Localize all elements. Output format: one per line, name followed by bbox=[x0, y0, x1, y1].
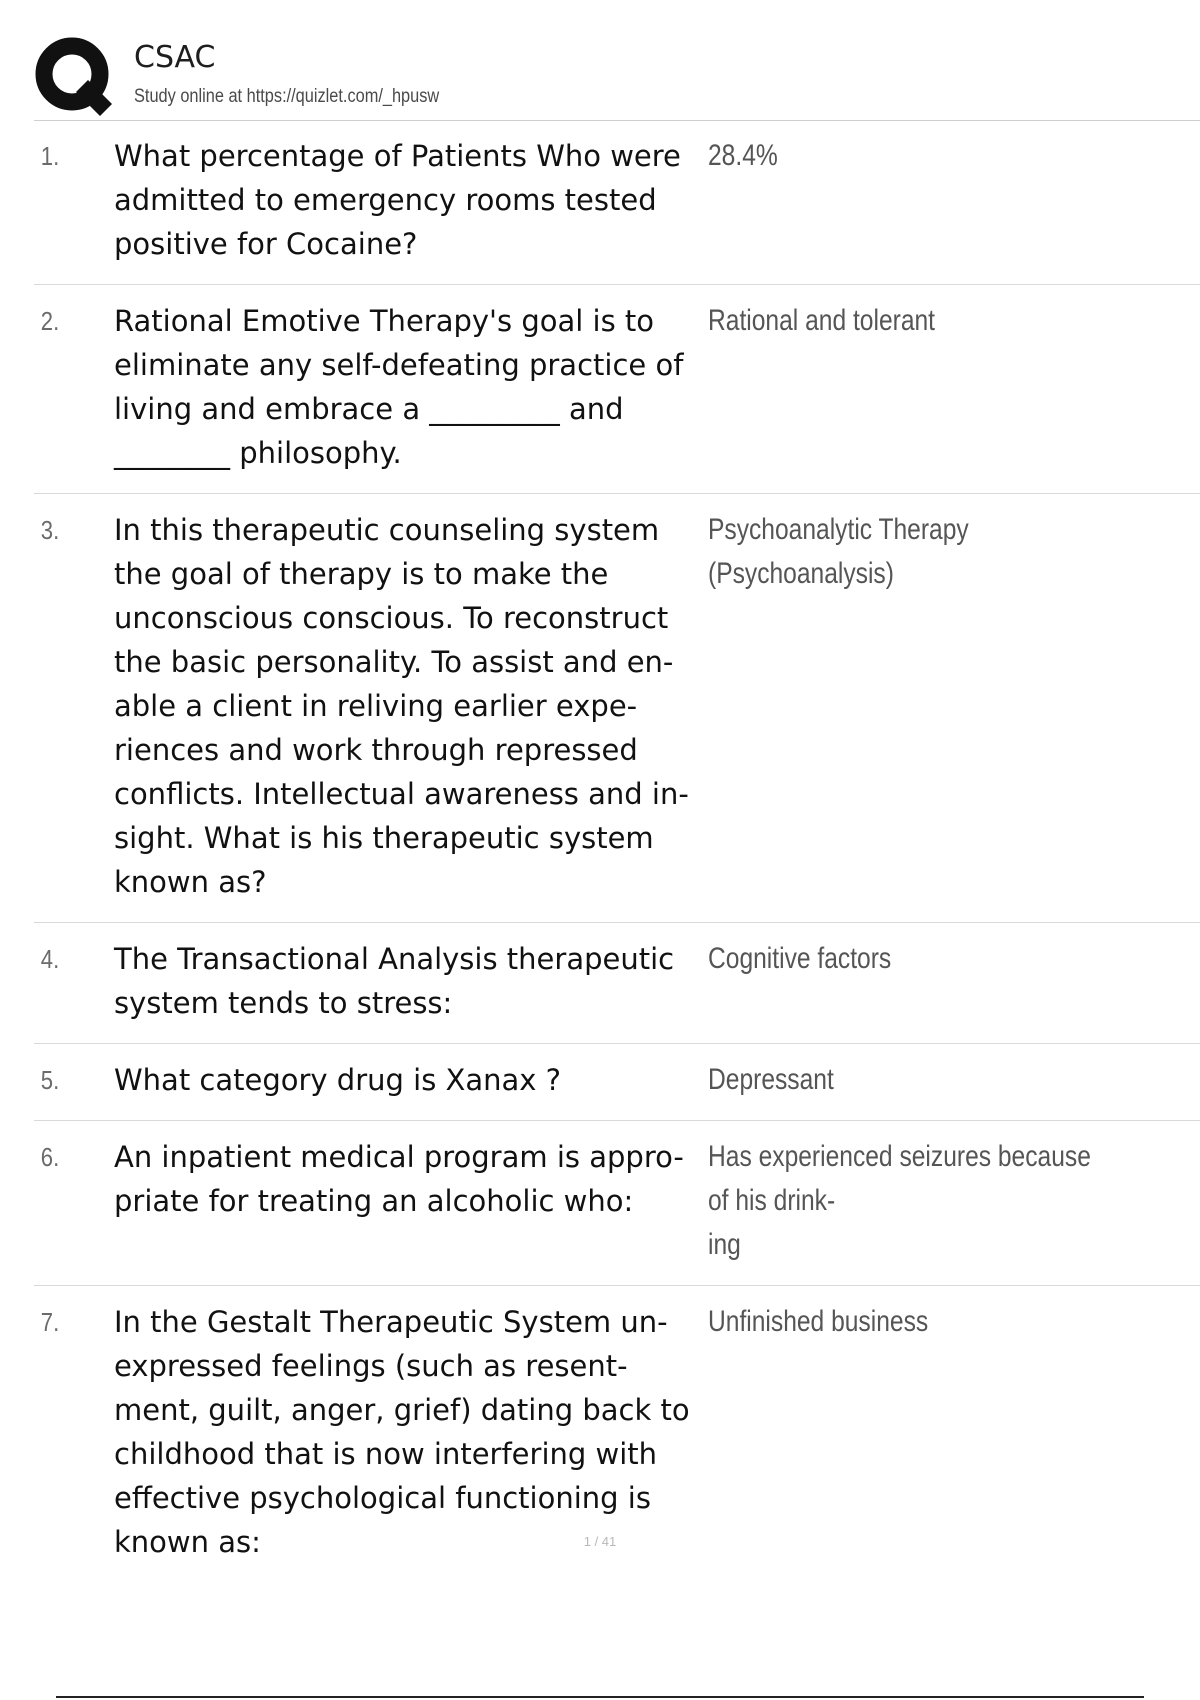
card-term: Rational Emotive Therapy's goal is to eliminate any self-defeating practice of living and embrace a _________ and ________ philosophy. bbox=[114, 304, 684, 470]
card-definition: Psychoanalytic Therapy (Psychoanalysis) bbox=[708, 513, 969, 590]
flashcard-row bbox=[34, 1121, 1200, 1286]
footer-divider bbox=[56, 1696, 1144, 1698]
card-definition: Unfinished business bbox=[708, 1305, 929, 1338]
flashcard-row bbox=[34, 923, 1200, 1044]
card-term: An inpatient medical program is appro- priate for treating an alcoholic who: bbox=[114, 1140, 684, 1218]
card-term: In this therapeutic counseling system the goal of therapy is to make the unconscious conscious. To reconstruct the basic personality. To assist and en- able a client in reliving earlier expe- riences and work through repressed conflicts. Intellectual awareness and in- sight. What is his therapeutic system known as? bbox=[114, 513, 689, 899]
card-number: 1. bbox=[40, 141, 60, 171]
card-definition: 28.4% bbox=[708, 139, 778, 172]
card-definition: Depressant bbox=[708, 1063, 834, 1096]
flashcard-row bbox=[34, 120, 1200, 285]
card-term: What category drug is Xanax ? bbox=[114, 1063, 562, 1097]
card-definition: Has experienced seizures because of his drink- ing bbox=[708, 1140, 1091, 1261]
card-definition: Rational and tolerant bbox=[708, 304, 936, 337]
card-number: 4. bbox=[40, 944, 60, 974]
card-definition: Cognitive factors bbox=[708, 942, 892, 975]
document-header bbox=[34, 36, 1200, 121]
card-term: What percentage of Patients Who were admitted to emergency rooms tested positive for Cocaine? bbox=[114, 139, 681, 261]
deck-title: CSAC bbox=[134, 40, 216, 75]
card-number: 7. bbox=[40, 1307, 60, 1337]
page-number: 1 / 41 bbox=[583, 1534, 617, 1549]
flashcard-list bbox=[34, 120, 1200, 1582]
study-online-link[interactable]: Study online at https://quizlet.com/_hpusw bbox=[134, 86, 440, 107]
flashcard-row bbox=[34, 494, 1200, 923]
card-term: The Transactional Analysis therapeutic system tends to stress: bbox=[114, 942, 675, 1020]
quizlet-logo-icon bbox=[34, 36, 114, 116]
card-number: 2. bbox=[40, 306, 60, 336]
card-number: 5. bbox=[40, 1065, 60, 1095]
flashcard-row bbox=[34, 1044, 1200, 1121]
card-term: In the Gestalt Therapeutic System un- expressed feelings (such as resent- ment, guilt, anger, grief) dating back to childhood that is now interfering with effective psychological functioning is known as: bbox=[114, 1305, 690, 1559]
card-number: 6. bbox=[40, 1142, 60, 1172]
flashcard-row bbox=[34, 285, 1200, 494]
card-number: 3. bbox=[40, 515, 60, 545]
